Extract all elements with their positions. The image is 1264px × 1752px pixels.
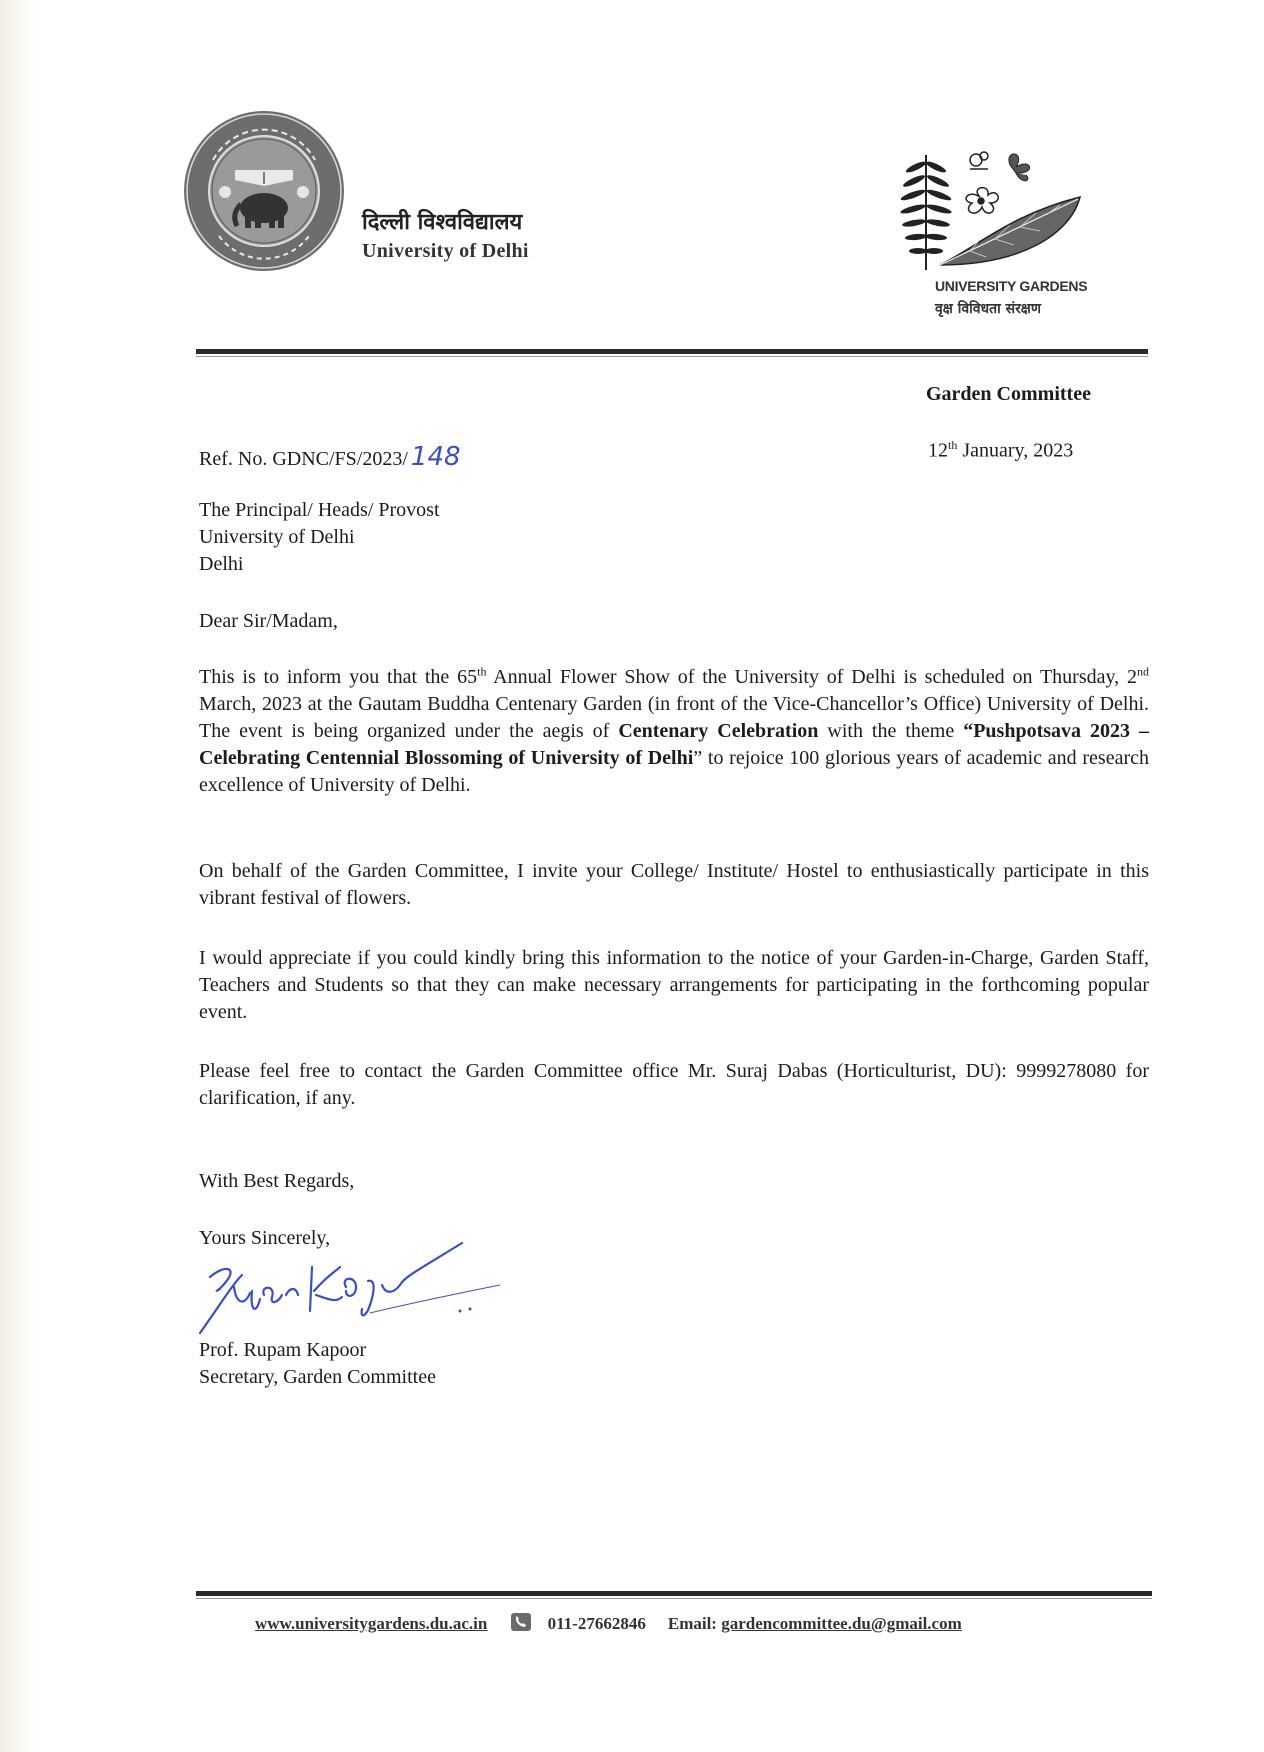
reference-handwritten: 148 <box>410 442 461 472</box>
footer-divider <box>196 1591 1152 1596</box>
sign-off: Yours Sincerely, <box>199 1227 331 1249</box>
university-seal-icon <box>183 110 345 272</box>
email-link[interactable]: gardencommittee.du@gmail.com <box>721 1614 962 1633</box>
header-divider-thin <box>196 356 1148 357</box>
paragraph-announcement: This is to inform you that the 65th Annual Flower Show of the University of Delhi is scheduled on Thursday, 2nd March, 2023 at the Gautam Buddha Centenary Garden (in front of the Vice-Chancellor’s Office) University of Delhi. The event is being organized under the aegis of Centenary Celebration with the theme “Pushpotsava 2023 – Celebrating Centennial Blossoming of University of Delhi” to rejoice 100 glorious years of academic and research excellence of University of Delhi. <box>199 664 1150 796</box>
salutation: Dear Sir/Madam, <box>199 610 338 632</box>
paragraph-contact: Please feel free to contact the Garden Committee office Mr. Suraj Dabas (Horticulturist, DU): 9999278080 for clarification, if any. <box>199 1060 1149 1109</box>
date-rest: January, 2023 <box>957 439 1074 462</box>
closing: With Best Regards, <box>199 1170 355 1192</box>
gardens-logo-text-hindi: वृक्ष विविधता संरक्षण <box>935 301 1041 317</box>
recipient-address <box>199 497 440 578</box>
committee-name: Garden Committee <box>926 383 1091 405</box>
email-label: Email: <box>667 1614 717 1633</box>
address-line: Delhi <box>199 553 244 575</box>
date-day: 12 <box>928 439 948 462</box>
address-line: University of Delhi <box>199 526 355 548</box>
gardens-logo-text-english: UNIVERSITY GARDENS <box>935 278 1088 294</box>
reference-number <box>199 442 461 472</box>
paragraph-request: I would appreciate if you could kindly bring this information to the notice of your Garden-in-Charge, Garden Staff, Teachers and Students so that they can make necessary arrangements for participating in the forthcoming popular event. <box>199 947 1149 1023</box>
date-suffix: th <box>948 438 958 452</box>
university-gardens-logo-icon <box>900 145 1090 275</box>
footer-contact <box>255 1612 962 1634</box>
website-link[interactable]: www.universitygardens.du.ac.in <box>255 1614 488 1633</box>
phone-number: 011-27662846 <box>547 1614 646 1633</box>
handwritten-signature-icon <box>190 1215 530 1345</box>
signer-title: Secretary, Garden Committee <box>199 1366 436 1388</box>
university-name-hindi: दिल्ली विश्वविद्यालय <box>362 210 523 235</box>
address-line: The Principal/ Heads/ Provost <box>199 499 440 521</box>
reference-prefix: Ref. No. GDNC/FS/2023/ <box>199 448 408 470</box>
signer-name: Prof. Rupam Kapoor <box>199 1339 367 1361</box>
phone-icon <box>510 1612 532 1632</box>
footer-divider-thin <box>196 1598 1152 1599</box>
scan-edge <box>0 0 38 1752</box>
letter-date <box>928 438 1073 463</box>
university-name-english: University of Delhi <box>362 240 529 262</box>
header-divider <box>196 349 1148 354</box>
paragraph-invitation: On behalf of the Garden Committee, I invite your College/ Institute/ Hostel to enthusiastically participate in this vibrant festival of flowers. <box>199 860 1149 909</box>
